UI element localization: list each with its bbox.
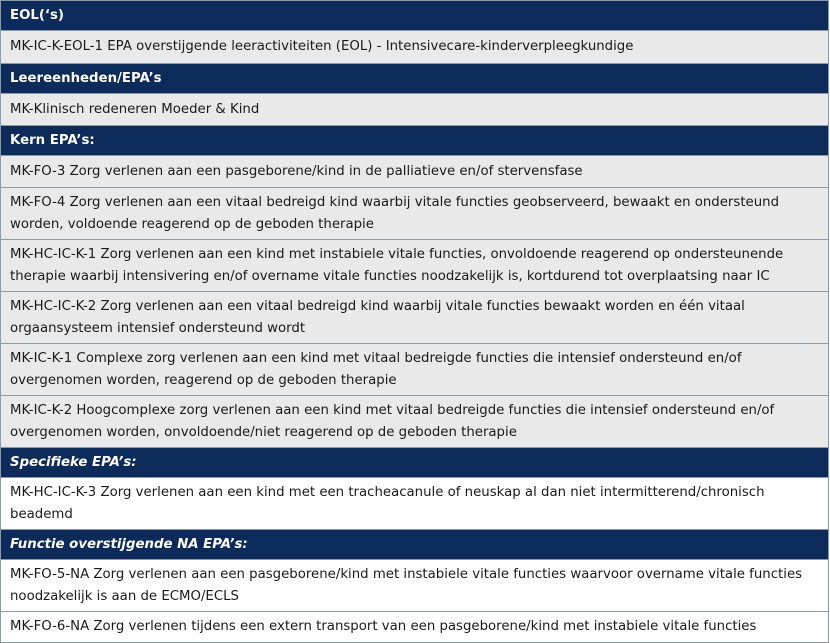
- kern-item: MK-IC-K-2 Hoogcomplexe zorg verlenen aan een kind met vitaal bedreigde functies die intensief ondersteund en/of overgenomen worden, onvoldoende/niet reagerend op de geboden therapie: [1, 396, 829, 448]
- kern-item: MK-IC-K-1 Complexe zorg verlenen aan een kind met vitaal bedreigde functies die intensief ondersteund en/of overgenomen worden, reagerend op de geboden therapie: [1, 344, 829, 396]
- table-row: [1, 292, 829, 344]
- leereenheden-header: Leereenheden/EPA’s: [1, 64, 829, 94]
- eol-row: [1, 31, 829, 64]
- table-row: [1, 560, 829, 612]
- table-row: [1, 396, 829, 448]
- kern-item: MK-HC-IC-K-1 Zorg verlenen aan een kind met instabiele vitale functies, onvoldoende reagerend op ondersteunende therapie waarbij intensivering en/of overname vitale functies noodzakelijk is, kortdurend tot overplaatsing naar IC: [1, 240, 829, 292]
- table-row: [1, 188, 829, 240]
- kern-header-row: [1, 126, 829, 156]
- leereenheden-item: MK-Klinisch redeneren Moeder & Kind: [1, 94, 829, 126]
- kern-item: MK-FO-3 Zorg verlenen aan een pasgeborene/kind in de palliatieve en/of stervensfase: [1, 156, 829, 188]
- leereenheden-header-row: [1, 64, 829, 94]
- table-row: [1, 156, 829, 188]
- table-row: [1, 240, 829, 292]
- eol-item: MK-IC-K-EOL-1 EPA overstijgende leeractiviteiten (EOL) - Intensivecare-kinderverpleegkundige: [1, 31, 829, 64]
- table-row: [1, 612, 829, 643]
- specifieke-row: [1, 478, 829, 530]
- kern-item: MK-HC-IC-K-2 Zorg verlenen aan een vitaal bedreigd kind waarbij vitale functies bewaakt worden en één vitaal orgaansysteem intensief ondersteund wordt: [1, 292, 829, 344]
- specifieke-header-row: [1, 448, 829, 478]
- kern-item: MK-FO-4 Zorg verlenen aan een vitaal bedreigd kind waarbij vitale functies geobserveerd, bewaakt en ondersteund worden, voldoende reagerend op de geboden therapie: [1, 188, 829, 240]
- functie-header: Functie overstijgende NA EPA’s:: [1, 530, 829, 560]
- functie-item: MK-FO-6-NA Zorg verlenen tijdens een extern transport van een pasgeborene/kind met instabiele vitale functies: [1, 612, 829, 643]
- kern-header: Kern EPA’s:: [1, 126, 829, 156]
- eol-header-row: [1, 1, 829, 31]
- leereenheden-row: [1, 94, 829, 126]
- specifieke-item: MK-HC-IC-K-3 Zorg verlenen aan een kind met een tracheacanule of neuskap al dan niet intermitterend/chronisch beademd: [1, 478, 829, 530]
- eol-header: EOL(‘s): [1, 1, 829, 31]
- table-row: [1, 344, 829, 396]
- functie-header-row: [1, 530, 829, 560]
- specifieke-header: Specifieke EPA’s:: [1, 448, 829, 478]
- functie-item: MK-FO-5-NA Zorg verlenen aan een pasgeborene/kind met instabiele vitale functies waarvoor overname vitale functies noodzakelijk is aan de ECMO/ECLS: [1, 560, 829, 612]
